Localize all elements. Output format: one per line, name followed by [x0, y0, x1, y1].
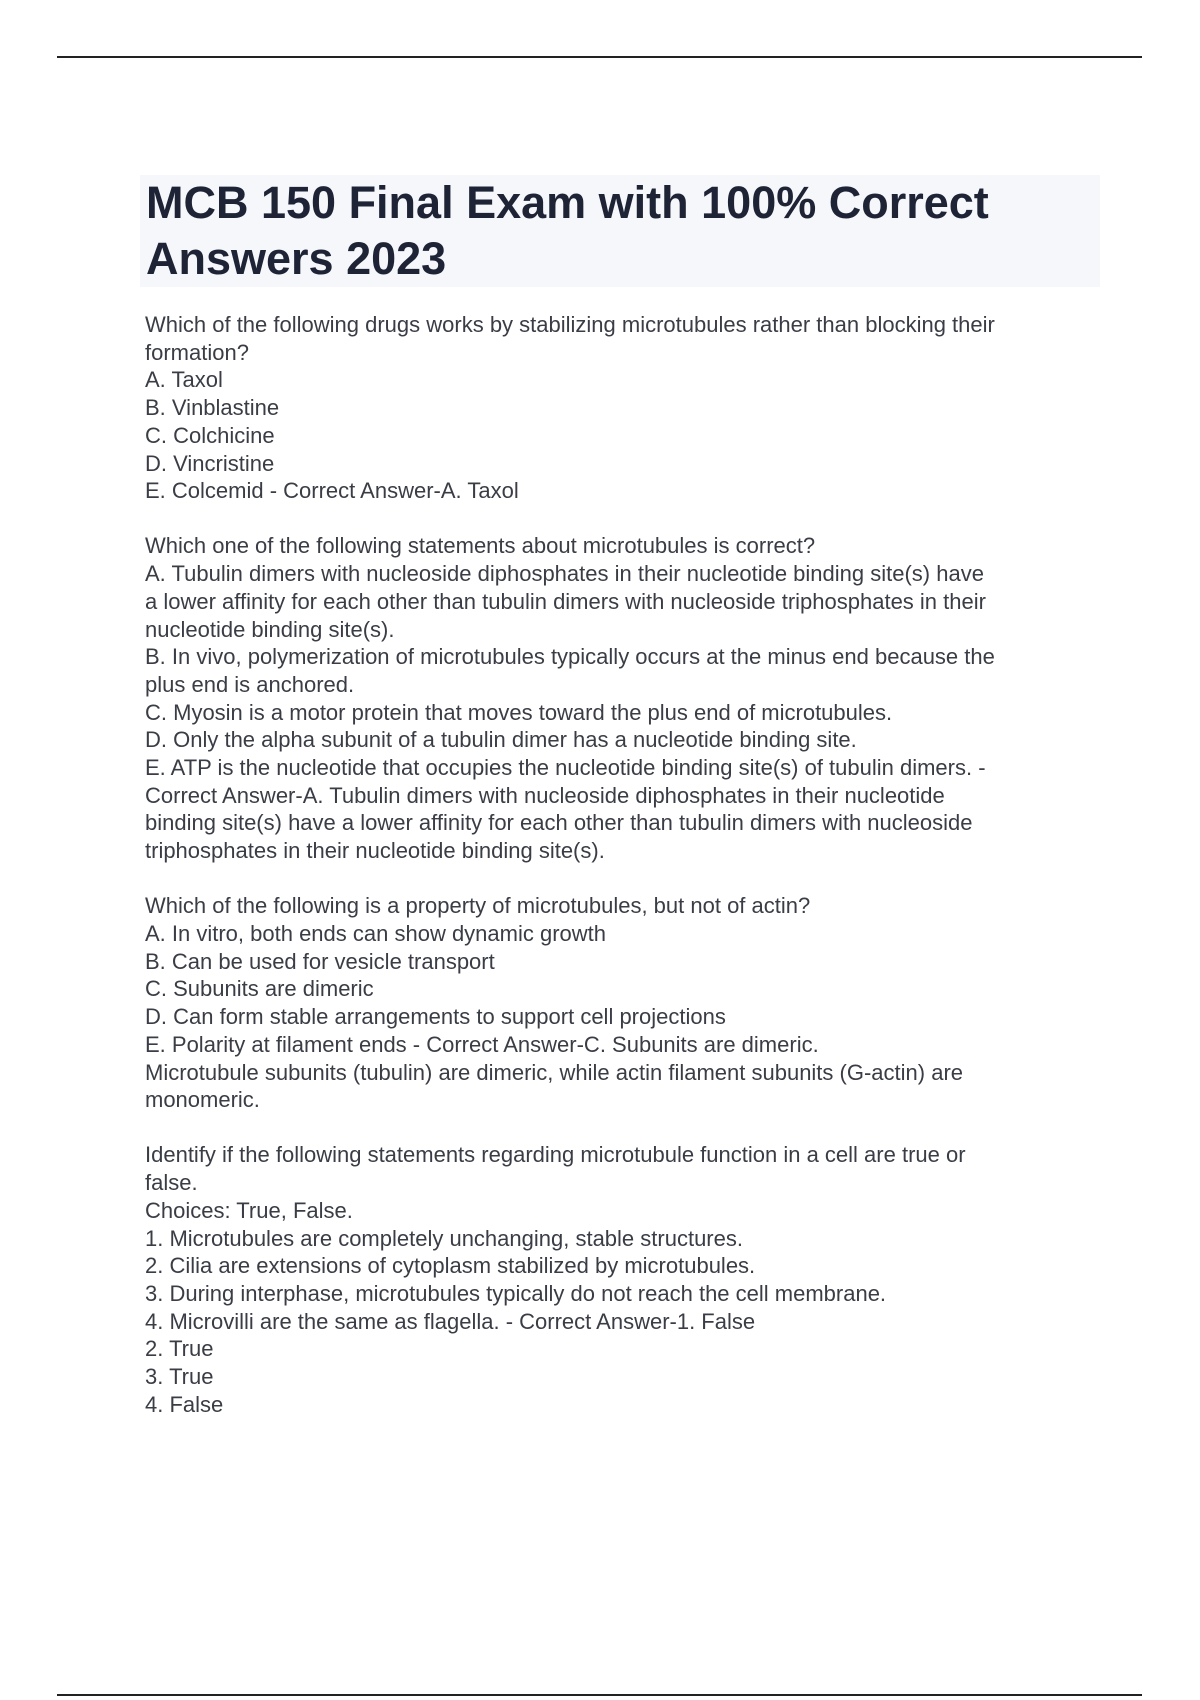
top-rule: [57, 56, 1142, 58]
question-line: Which of the following is a property of microtubules, but not of actin?: [145, 893, 811, 919]
question-line: formation?: [145, 339, 249, 365]
question-block-2: [145, 532, 1090, 864]
title-line-1: MCB 150 Final Exam with 100% Correct: [146, 177, 989, 228]
answer-line: binding site(s) have a lower affinity for each other than tubulin dimers with nucleoside: [145, 810, 973, 836]
answer-line: monomeric.: [145, 1087, 260, 1113]
answer-line: E. Polarity at filament ends - Correct Answer-C. Subunits are dimeric.: [145, 1031, 819, 1057]
answer-line: E. Colcemid - Correct Answer-A. Taxol: [145, 478, 519, 504]
option-line: nucleotide binding site(s).: [145, 616, 395, 642]
option-line: 3. During interphase, microtubules typically do not reach the cell membrane.: [145, 1281, 887, 1306]
option-line: B. Can be used for vesicle transport: [145, 948, 495, 974]
option-line: plus end is anchored.: [145, 671, 355, 697]
option-line: D. Vincristine: [145, 450, 275, 476]
option-line: Choices: True, False.: [145, 1197, 353, 1223]
option-line: D. Can form stable arrangements to support cell projections: [145, 1004, 726, 1030]
option-line: A. Tubulin dimers with nucleoside diphosphates in their nucleotide binding site(s) have: [145, 561, 984, 587]
question-block-3: [145, 892, 1090, 1114]
answer-line: 4. False: [145, 1391, 224, 1417]
question-block-1: [145, 311, 1090, 505]
option-line: C. Myosin is a motor protein that moves toward the plus end of microtubules.: [145, 699, 893, 725]
answer-line: 3. True: [145, 1364, 214, 1390]
question-block-4: [145, 1141, 1090, 1418]
question-line: Which one of the following statements about microtubules is correct?: [145, 533, 816, 559]
title-line-2: Answers 2023: [146, 233, 447, 284]
option-line: 1. Microtubules are completely unchanging, stable structures.: [145, 1225, 743, 1251]
answer-line: Correct Answer-A. Tubulin dimers with nucleoside diphosphates in their nucleotide: [145, 782, 945, 808]
document-title: [146, 175, 1094, 287]
option-line: B. In vivo, polymerization of microtubules typically occurs at the minus end because the: [145, 644, 995, 670]
question-line: Which of the following drugs works by stabilizing microtubules rather than blocking their: [145, 312, 995, 337]
option-line: C. Colchicine: [145, 422, 275, 448]
answer-line: Microtubule subunits (tubulin) are dimeric, while actin filament subunits (G-actin) are: [145, 1059, 964, 1085]
answer-line: 4. Microvilli are the same as flagella. - Correct Answer-1. False: [145, 1308, 756, 1334]
option-line: D. Only the alpha subunit of a tubulin dimer has a nucleotide binding site.: [145, 727, 857, 753]
option-line: A. In vitro, both ends can show dynamic growth: [145, 921, 607, 947]
question-list: [145, 311, 1090, 1446]
answer-line: 2. True: [145, 1336, 214, 1362]
option-line: a lower affinity for each other than tubulin dimers with nucleoside triphosphates in their: [145, 588, 986, 614]
option-line: 2. Cilia are extensions of cytoplasm stabilized by microtubules.: [145, 1253, 756, 1279]
bottom-rule: [57, 1694, 1142, 1696]
option-line: B. Vinblastine: [145, 395, 280, 421]
option-line: A. Taxol: [145, 367, 223, 393]
title-block: [140, 175, 1100, 287]
option-line: E. ATP is the nucleotide that occupies the nucleotide binding site(s) of tubulin dimers. -: [145, 755, 986, 781]
answer-line: triphosphates in their nucleotide binding site(s).: [145, 838, 605, 864]
question-line: false.: [145, 1170, 198, 1196]
option-line: C. Subunits are dimeric: [145, 976, 374, 1002]
question-line: Identify if the following statements regarding microtubule function in a cell are true or: [145, 1142, 966, 1168]
